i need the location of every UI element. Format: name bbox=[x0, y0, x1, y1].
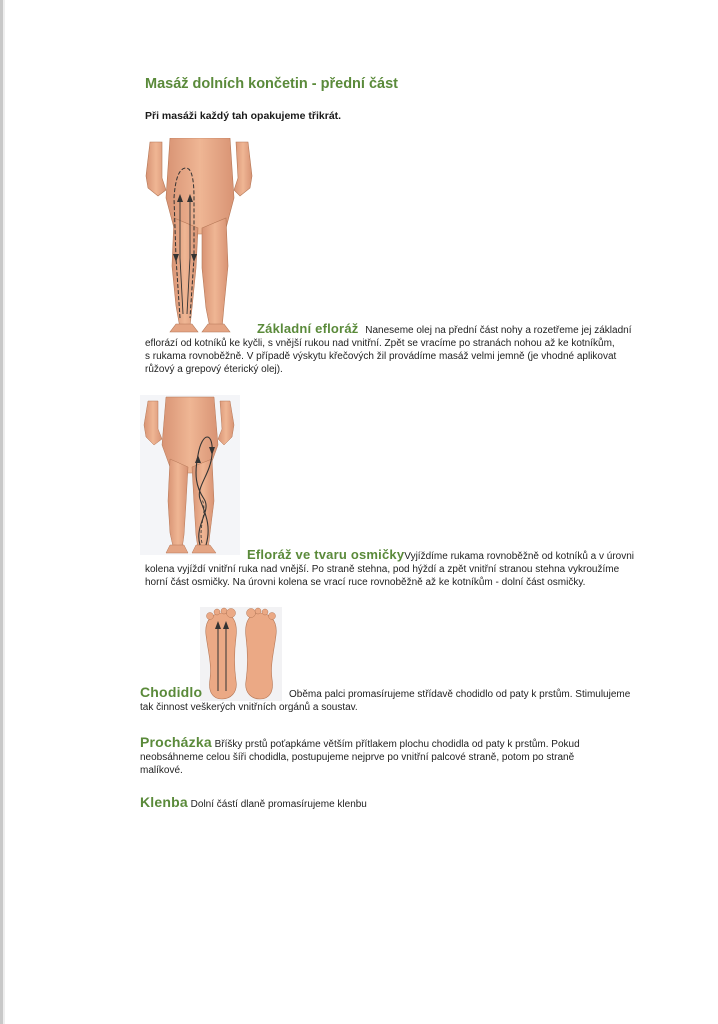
legs-effleurage-illustration bbox=[140, 138, 260, 334]
section-chodidlo bbox=[140, 686, 630, 714]
section-text: Bříšky prstů poťapkáme větším přítlakem plochu chodidla od paty k prstům. Pokud bbox=[214, 739, 580, 750]
section-zakladni bbox=[145, 322, 632, 376]
section-heading: Procházka bbox=[140, 734, 212, 750]
page-subtitle: Při masáži každý tah opakujeme třikrát. bbox=[145, 110, 342, 122]
section-text: Oběma palci promasírujeme střídavě chodidlo od paty k prstům. Stimulujeme bbox=[289, 689, 631, 700]
section-text: Vyjíždíme rukama rovnoběžně od kotníků a v úrovni bbox=[404, 551, 635, 562]
section-heading: Základní efloráž bbox=[257, 321, 359, 336]
section-heading: Chodidlo bbox=[140, 684, 203, 700]
section-text: horní část osmičky. Na úrovni kolena se vrací ruce rovnoběžně až ke kotníkům - dolní část osmičky. bbox=[145, 577, 586, 588]
section-text: malíkové. bbox=[140, 765, 183, 776]
legs-figure-eight-illustration bbox=[140, 395, 240, 555]
section-text: Dolní částí dlaně promasírujeme klenbu bbox=[190, 799, 367, 810]
section-heading: Klenba bbox=[140, 794, 188, 810]
scan-edge-shadow bbox=[3, 0, 5, 1024]
section-text: růžový a grepový éterický olej). bbox=[145, 364, 283, 375]
section-text: kolena vyjíždí vnitřní ruka nad vnější. Po straně stehna, pod hýždí a zpět vnitřní stranou stehna vykroužíme bbox=[145, 564, 620, 575]
page-title: Masáž dolních končetin - přední část bbox=[145, 76, 398, 92]
section-prochazka bbox=[140, 736, 580, 777]
section-osmicka bbox=[145, 548, 634, 589]
section-text: Naneseme olej na přední část nohy a rozetřeme jej základní bbox=[365, 325, 632, 336]
section-text: s rukama rovnoběžně. V případě výskytu křečových žil provádíme masáž velmi jemně (je vhodné aplikovat bbox=[145, 351, 617, 362]
section-text: neobsáhneme celou šíři chodidla, postupujeme nejprve po vnitřní palcové straně, potom po straně bbox=[140, 752, 575, 763]
section-text: eflorází od kotníků ke kyčli, s vnější rukou nad vnitřní. Zpět se vracíme po stranách nohou až ke kotníkům, bbox=[145, 338, 615, 349]
section-heading: Efloráž ve tvaru osmičky bbox=[247, 547, 405, 562]
section-text: tak činnost veškerých vnitřních orgánů a soustav. bbox=[140, 702, 358, 713]
section-klenba bbox=[140, 796, 367, 811]
